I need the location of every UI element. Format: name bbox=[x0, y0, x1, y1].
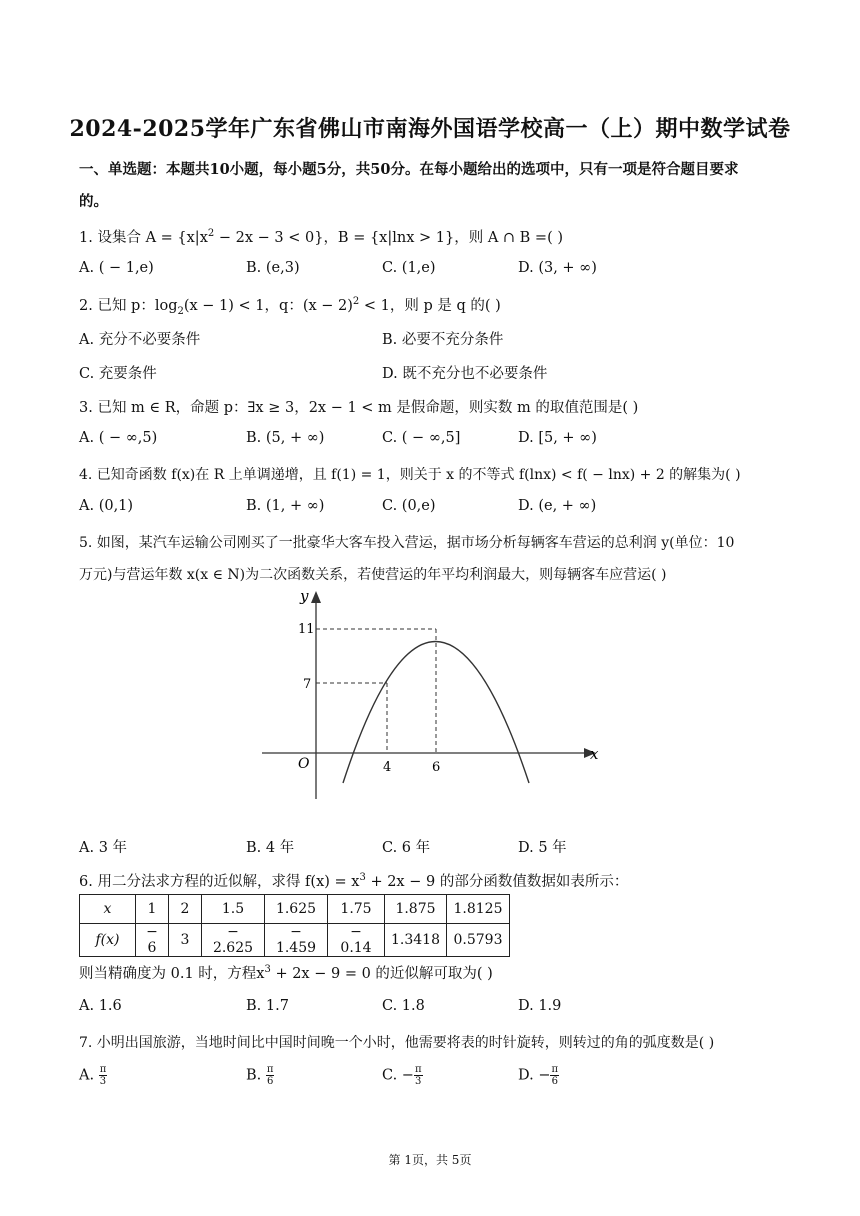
q2-option-a: A. 充分不必要条件 bbox=[79, 332, 201, 348]
q1-option-c: C. (1,e) bbox=[382, 260, 436, 276]
y-axis-arrow bbox=[311, 591, 321, 603]
table-cell: 1 bbox=[136, 895, 169, 924]
section-heading-cont: 的。 bbox=[79, 193, 108, 210]
question-6: 6. 用二分法求方程的近似解，求得 $f(x) = x^3 + 2x - 9$ 的部分函数值数据如表所示： bbox=[79, 872, 629, 890]
q6-option-c: C. 1.8 bbox=[382, 998, 425, 1014]
table-row bbox=[80, 924, 510, 957]
q5-option-a: A. 3 年 bbox=[79, 840, 128, 856]
table-row bbox=[80, 895, 510, 924]
table-cell: 0.5793 bbox=[447, 924, 510, 957]
table-cell: − 2.625 bbox=[202, 924, 265, 957]
table-cell: − 6 bbox=[136, 924, 169, 957]
table-cell: 1.3418 bbox=[385, 924, 447, 957]
table-cell: 1.5 bbox=[202, 895, 265, 924]
y-tick-7: 7 bbox=[303, 677, 312, 692]
q2-option-b: B. 必要不充分条件 bbox=[382, 332, 504, 348]
page-title: 2024-2025学年广东省佛山市南海外国语学校高一（上）期中数学试卷 bbox=[69, 116, 791, 142]
q7-option-d: D. − $\frac{\pi}{6}$ bbox=[518, 1064, 559, 1087]
x-tick-4: 4 bbox=[383, 760, 392, 775]
axis-label-y: y bbox=[300, 587, 309, 605]
table-cell: 1.875 bbox=[385, 895, 447, 924]
q3-option-d: D. [5, + ∞) bbox=[518, 430, 597, 446]
question-2: 2. 已知 p：$\log_2(x - 1) < 1$，q：$(x - 2)^2 < 1$，则 p 是 q 的( ) bbox=[79, 296, 501, 317]
q7-option-c: C. − $\frac{\pi}{3}$ bbox=[382, 1064, 422, 1087]
q3-option-b: B. (5, + ∞) bbox=[246, 430, 325, 446]
question-4: 4. 已知奇函数 f(x)在 R 上单调递增，且 f(1) = 1，则关于 x 的不等式 f(lnx) < f( − lnx) + 2 的解集为( ) bbox=[79, 467, 741, 483]
q5-option-d: D. 5 年 bbox=[518, 840, 567, 856]
q1-option-a: A. ( − 1,e) bbox=[79, 260, 154, 276]
question-7: 7. 小明出国旅游，当地时间比中国时间晚一个小时，他需要将表的时针旋转，则转过的角的弧度数是( ) bbox=[79, 1035, 715, 1051]
q7-option-a: A. $\frac{\pi}{3}$ bbox=[79, 1064, 107, 1087]
table-cell: 1.625 bbox=[265, 895, 328, 924]
q4-option-a: A. (0,1) bbox=[79, 498, 134, 514]
table-cell: 2 bbox=[169, 895, 202, 924]
question-6-followup: 则当精确度为 0.1 时，方程$x^3 + 2x - 9 = 0$ 的近似解可取为( ) bbox=[79, 964, 493, 982]
table-cell: 3 bbox=[169, 924, 202, 957]
q2-option-c: C. 充要条件 bbox=[79, 366, 157, 382]
q6-option-a: A. 1.6 bbox=[79, 998, 122, 1014]
question-1: 1. 设集合 $A = \{x|x^2 - 2x - 3 < 0\}$，B = {x|lnx > 1}，则 A ∩ B =( ) bbox=[79, 228, 564, 246]
table-cell: − 0.14 bbox=[328, 924, 385, 957]
question-5-line1: 5. 如图，某汽车运输公司刚买了一批豪华大客车投入营运，据市场分析每辆客车营运的总利润 y(单位：10 bbox=[79, 535, 735, 551]
q1-option-d: D. (3, + ∞) bbox=[518, 260, 597, 276]
q4-option-c: C. (0,e) bbox=[382, 498, 436, 514]
table-cell: 1.8125 bbox=[447, 895, 510, 924]
profit-graph bbox=[250, 585, 610, 810]
q6-option-b: B. 1.7 bbox=[246, 998, 289, 1014]
question-3: 3. 已知 m ∈ R，命题 p：∃x ≥ 3，2x − 1 < m 是假命题，则实数 m 的取值范围是( ) bbox=[79, 400, 639, 416]
question-5-line2: 万元)与营运年数 x(x ∈ N)为二次函数关系，若使营运的年平均利润最大，则每辆客车应营运( ) bbox=[79, 567, 667, 583]
table-cell: 1.75 bbox=[328, 895, 385, 924]
q3-option-a: A. ( − ∞,5) bbox=[79, 430, 158, 446]
x-tick-6: 6 bbox=[432, 760, 441, 775]
y-tick-11: 11 bbox=[298, 622, 315, 637]
page-footer: 第 1页，共 5页 bbox=[388, 1153, 472, 1167]
q3-option-c: C. ( − ∞,5] bbox=[382, 430, 461, 446]
q4-option-b: B. (1, + ∞) bbox=[246, 498, 325, 514]
axis-label-x: x bbox=[590, 745, 599, 763]
table-cell: x bbox=[80, 895, 136, 924]
origin-label: O bbox=[298, 756, 310, 772]
function-value-table bbox=[79, 894, 510, 957]
q5-option-b: B. 4 年 bbox=[246, 840, 295, 856]
q4-option-d: D. (e, + ∞) bbox=[518, 498, 597, 514]
table-cell: f(x) bbox=[80, 924, 136, 957]
table-cell: − 1.459 bbox=[265, 924, 328, 957]
q1-option-b: B. (e,3) bbox=[246, 260, 300, 276]
q7-option-b: B. $\frac{\pi}{6}$ bbox=[246, 1064, 274, 1087]
q5-option-c: C. 6 年 bbox=[382, 840, 431, 856]
section-heading: 一、单选题：本题共10小题，每小题5分，共50分。在每小题给出的选项中，只有一项是符合题目要求 bbox=[79, 161, 739, 178]
q6-option-d: D. 1.9 bbox=[518, 998, 562, 1014]
q2-option-d: D. 既不充分也不必要条件 bbox=[382, 366, 548, 382]
